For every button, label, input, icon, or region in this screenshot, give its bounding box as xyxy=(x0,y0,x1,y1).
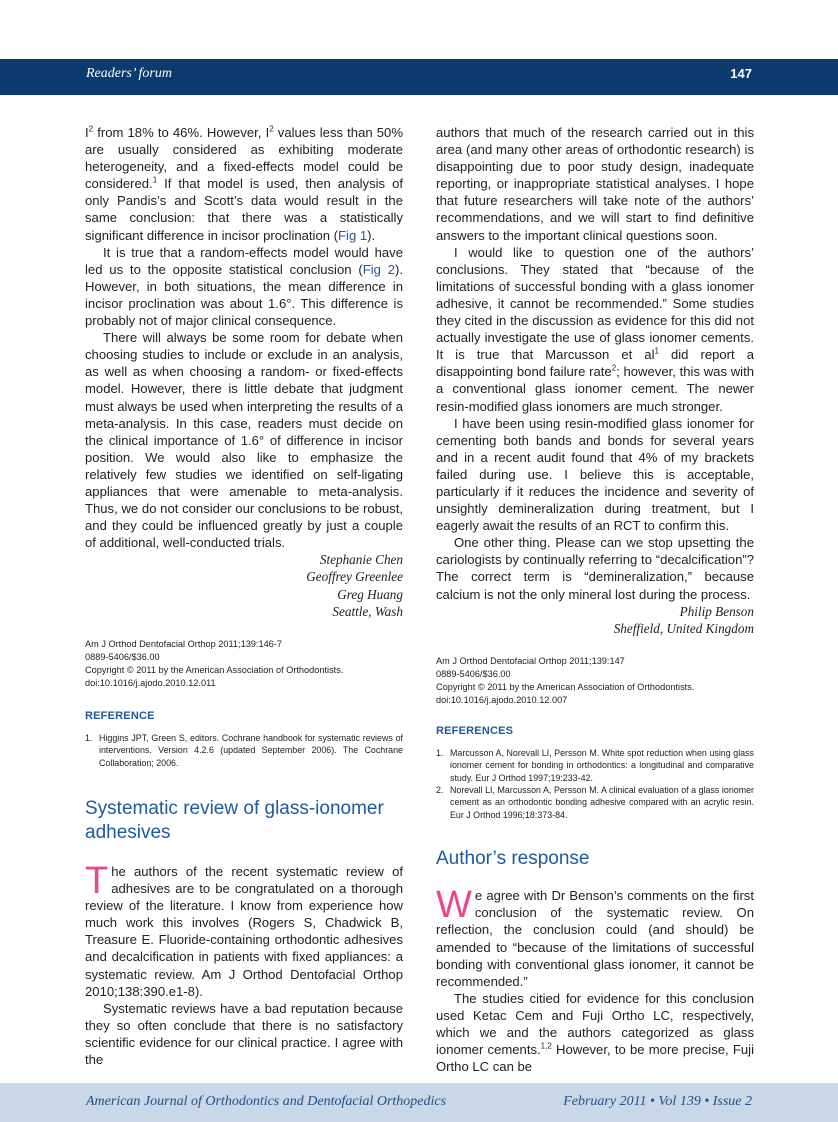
citation-meta: Am J Orthod Dentofacial Orthop 2011;139:147 0889-5406/$36.00 Copyright © 2011 by the American Association of Orthodontists. doi:10.1016/j.ajodo.2010.12.007 xyxy=(436,655,695,705)
paragraph: There will always be some room for debate when choosing studies to include or exclude in an analysis, as well as when choosing a random- or fixed-effects model. However, there is little debate that judgment must always be used when interpreting the results of a meta-analysis. In this case, readers must decide on the clinical importance of 1.6° of difference in incisor position. We would also like to emphasize the relatively few studies we identified on self-ligating appliances that were amenable to meta-analysis. Thus, we do not consider our conclusions to be robust, and they could be influenced greatly by just a couple of additional, well-conducted trials. xyxy=(85,330,403,551)
running-header xyxy=(0,59,838,95)
reference-item: 1. Marcusson A, Norevall LI, Persson M. White spot reduction when using glass ionomer cement for bonding in orthodontics: a longitudinal and comparative study. Eur J Orthod 1997;19:233-42. xyxy=(436,747,754,783)
paragraph: I have been using resin-modified glass ionomer for cementing both bands and bonds for several years and in a recent audit found that 4% of my brackets failed during use. I believe this is acceptable, particularly if it reduces the incidence and severity of unsightly demineralization during treatment, but I eagerly await the results of an RCT to confirm this. xyxy=(436,415,754,534)
paragraph: We agree with Dr Benson’s comments on the first conclusion of the systematic review. On reflection, the conclusion could (and should) be amended to “because of the limitations of successful bonding with conventional glass ionomer, it cannot be recommended.” xyxy=(436,884,754,989)
figure-link[interactable]: Fig 1 xyxy=(338,227,368,243)
paragraph: It is true that a random-effects model would have led us to the opposite statistical conclusion (Fig 2). However, in both situations, the mean difference in incisor proclination was about 1.6°. This difference is probably not of major clinical consequence. xyxy=(85,244,403,329)
running-footer xyxy=(0,1083,838,1122)
paragraph: $I^2$ from 18% to 46%. However, $I^2$ values less than 50% are usually considered as exhibiting moderate heterogeneity, and a fixed-effects model could be considered.$^1$ If that model is used, then analysis of only Pandis’s and Scott’s data would result in the same conclusion: that there was a statistically significant difference in incisor proclination (Fig 1). xyxy=(85,124,403,243)
paragraph: Systematic reviews have a bad reputation because they so often conclude that there is no satisfactory scientific evidence for our clinical practice. I agree with the xyxy=(85,1000,403,1067)
reference-item: 2. Norevall LI, Marcusson A, Persson M. A clinical evaluation of a glass ionomer cement as an orthodontic bonding adhesive compared with an acrylic resin. Eur J Orthod 1996;18:373-84. xyxy=(436,785,754,820)
left-column xyxy=(85,124,403,1068)
drop-cap: W xyxy=(436,884,472,927)
references-heading: REFERENCE xyxy=(85,709,155,722)
reference-item: 1. Higgins JPT, Green S, editors. Cochrane handbook for systematic reviews of interventions. Version 4.2.6 (updated September 2006). The Cochrane Collaboration; 2006. xyxy=(85,732,403,768)
references-heading: REFERENCES xyxy=(436,724,514,737)
author-signature: Philip Benson Sheffield, United Kingdom xyxy=(613,603,754,636)
citation-meta: Am J Orthod Dentofacial Orthop 2011;139:146-7 0889-5406/$36.00 Copyright © 2011 by the American Association of Orthodontists. doi:10.1016/j.ajodo.2010.12.011 xyxy=(85,638,344,688)
paragraph: The studies citied for evidence for this conclusion used Ketac Cem and Fuji Ortho LC, respectively, which we and the authors categorized as glass ionomer cements.$^{1,2}$ However, to be more precise, Fuji Ortho LC can be xyxy=(436,990,754,1075)
right-column xyxy=(436,124,754,1075)
author-signature: Stephanie Chen Geoffrey Greenlee Greg Huang Seattle, Wash xyxy=(306,552,403,619)
section-label: Readers’ forum xyxy=(86,66,172,81)
paragraph: authors that much of the research carried out in this area (and many other areas of orthodontic research) is disappointing due to poor study design, inadequate reporting, or inappropriate statistical analyses. I hope that future researchers will take note of the authors’ recommendations, and we will start to find definitive answers to the important clinical questions soon. xyxy=(436,125,754,243)
paragraph: One other thing. Please can we stop upsetting the cariologists by continually referring to “decalcification”? The correct term is “demineralization,” because calcium is not the only mineral lost during the process. xyxy=(436,535,754,602)
drop-cap: T xyxy=(85,859,109,902)
page-number: 147 xyxy=(730,66,752,81)
journal-name: American Journal of Orthodontics and Dentofacial Orthopedics xyxy=(86,1094,447,1109)
paragraph: The authors of the recent systematic review of adhesives are to be congratulated on a thorough review of the literature. I know from experience how much work this involves (Rogers S, Chadwick B, Treasure E. Fluoride-containing orthodontic adhesives and decalcification in patients with fixed appliances: a systematic review. Am J Orthod Dentofacial Orthop 2010;138:390.e1-8). xyxy=(85,859,403,999)
article-title: Systematic review of glass-ionomer adhesives xyxy=(85,797,384,843)
paragraph: I would like to question one of the authors’ conclusions. They stated that “because of the limitations of successful bonding with a glass ionomer adhesive, it cannot be recommended.” Some studies they cited in the discussion as evidence for this did not actually investigate the use of glass ionomer cements. It is true that Marcusson et $al^1$ did report a disappointing bond failure rate$^2$; however, this was with a conventional glass ionomer cement. The newer resin-modified glass ionomers are much stronger. xyxy=(436,244,755,414)
issue-info: February 2011 • Vol 139 • Issue 2 xyxy=(563,1094,752,1109)
response-title: Author’s response xyxy=(436,848,590,870)
figure-link[interactable]: Fig 2 xyxy=(362,261,395,277)
